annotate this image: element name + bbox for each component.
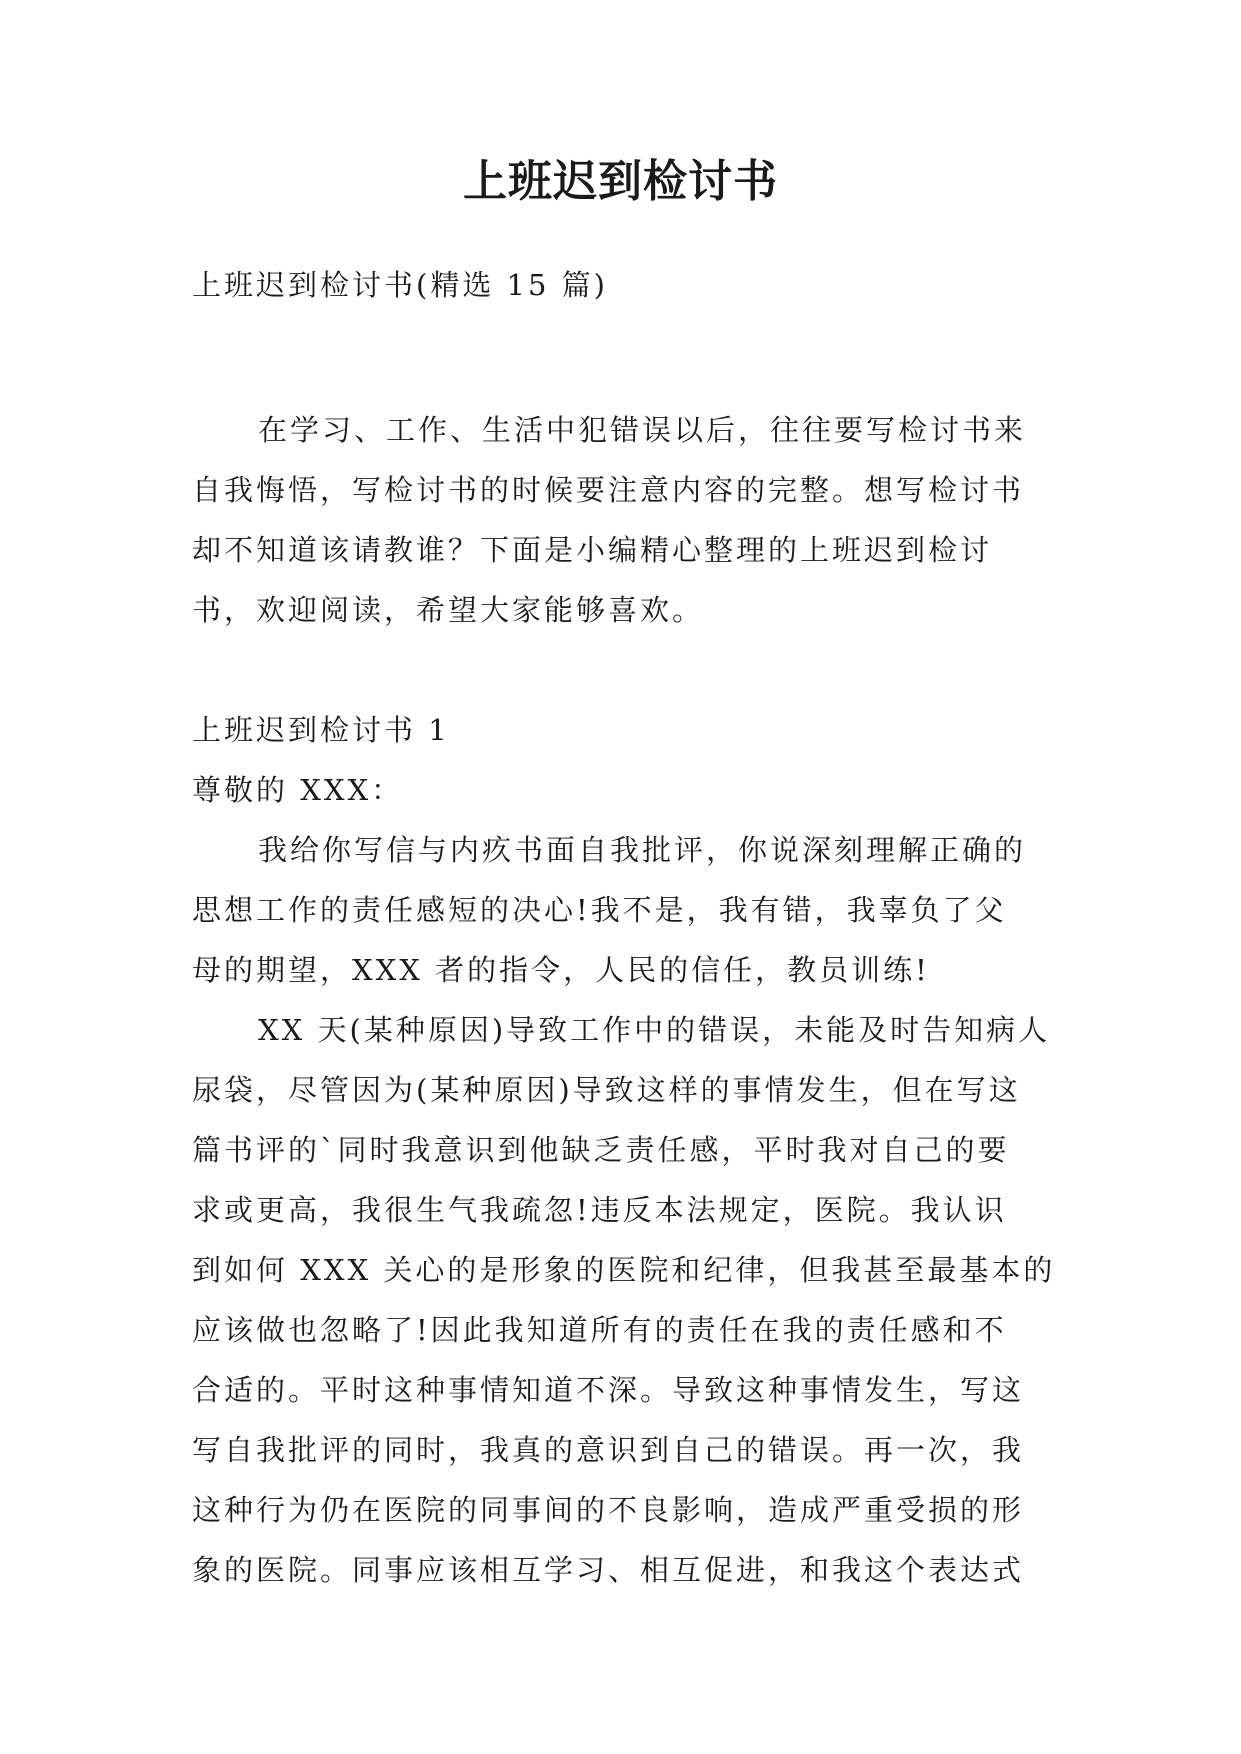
section-1 [192, 700, 1056, 1600]
paragraph-1 [192, 820, 1052, 1000]
paragraph-line: 尿袋，尽管因为(某种原因)导致这样的事情发生，但在写这 [192, 1073, 1021, 1107]
paragraph-line: 写自我批评的同时，我真的意识到自己的错误。再一次，我 [192, 1433, 1025, 1467]
intro-line: 却不知道该请教谁？下面是小编精心整理的上班迟到检讨 [192, 533, 993, 567]
section-heading: 上班迟到检讨书 1 [192, 713, 450, 747]
paragraph-line: XX 天(某种原因)导致工作中的错误，未能及时告知病人 [258, 1013, 1051, 1047]
intro-line: 书，欢迎阅读，希望大家能够喜欢。 [192, 593, 705, 627]
paragraph-line: 合适的。平时这种事情知道不深。导致这种事情发生，写这 [192, 1373, 1025, 1407]
paragraph-line: 母的期望，XXX 者的指令，人民的信任，教员训练! [192, 953, 930, 987]
paragraph-line: 我给你写信与内疚书面自我批评，你说深刻理解正确的 [258, 833, 1027, 867]
paragraph-line: 应该做也忽略了!因此我知道所有的责任在我的责任感和不 [192, 1313, 1007, 1347]
paragraph-2 [192, 1000, 1056, 1600]
intro-line: 自我悔悟，写检讨书的时候要注意内容的完整。想写检讨书 [192, 473, 1025, 507]
paragraph-line: 求或更高，我很生气我疏忽!违反本法规定，医院。我认识 [192, 1193, 1007, 1227]
paragraph-line: 这种行为仍在医院的同事间的不良影响，造成严重受损的形 [192, 1493, 1025, 1527]
paragraph-line: 象的医院。同事应该相互学习、相互促进，和我这个表达式 [192, 1553, 1025, 1587]
intro-line: 在学习、工作、生活中犯错误以后，往往要写检讨书来 [258, 413, 1027, 447]
document-subtitle: 上班迟到检讨书(精选 15 篇) [192, 268, 608, 302]
paragraph-line: 思想工作的责任感短的决心!我不是，我有错，我辜负了父 [192, 893, 1007, 927]
paragraph-line: 篇书评的`同时我意识到他缺乏责任感，平时我对自己的要 [192, 1133, 1010, 1167]
intro-paragraph [192, 400, 1052, 640]
document-title: 上班迟到检讨书 [463, 156, 778, 207]
salutation: 尊敬的 XXX： [192, 773, 404, 807]
paragraph-line: 到如何 XXX 关心的是形象的医院和纪律，但我甚至最基本的 [192, 1253, 1056, 1287]
